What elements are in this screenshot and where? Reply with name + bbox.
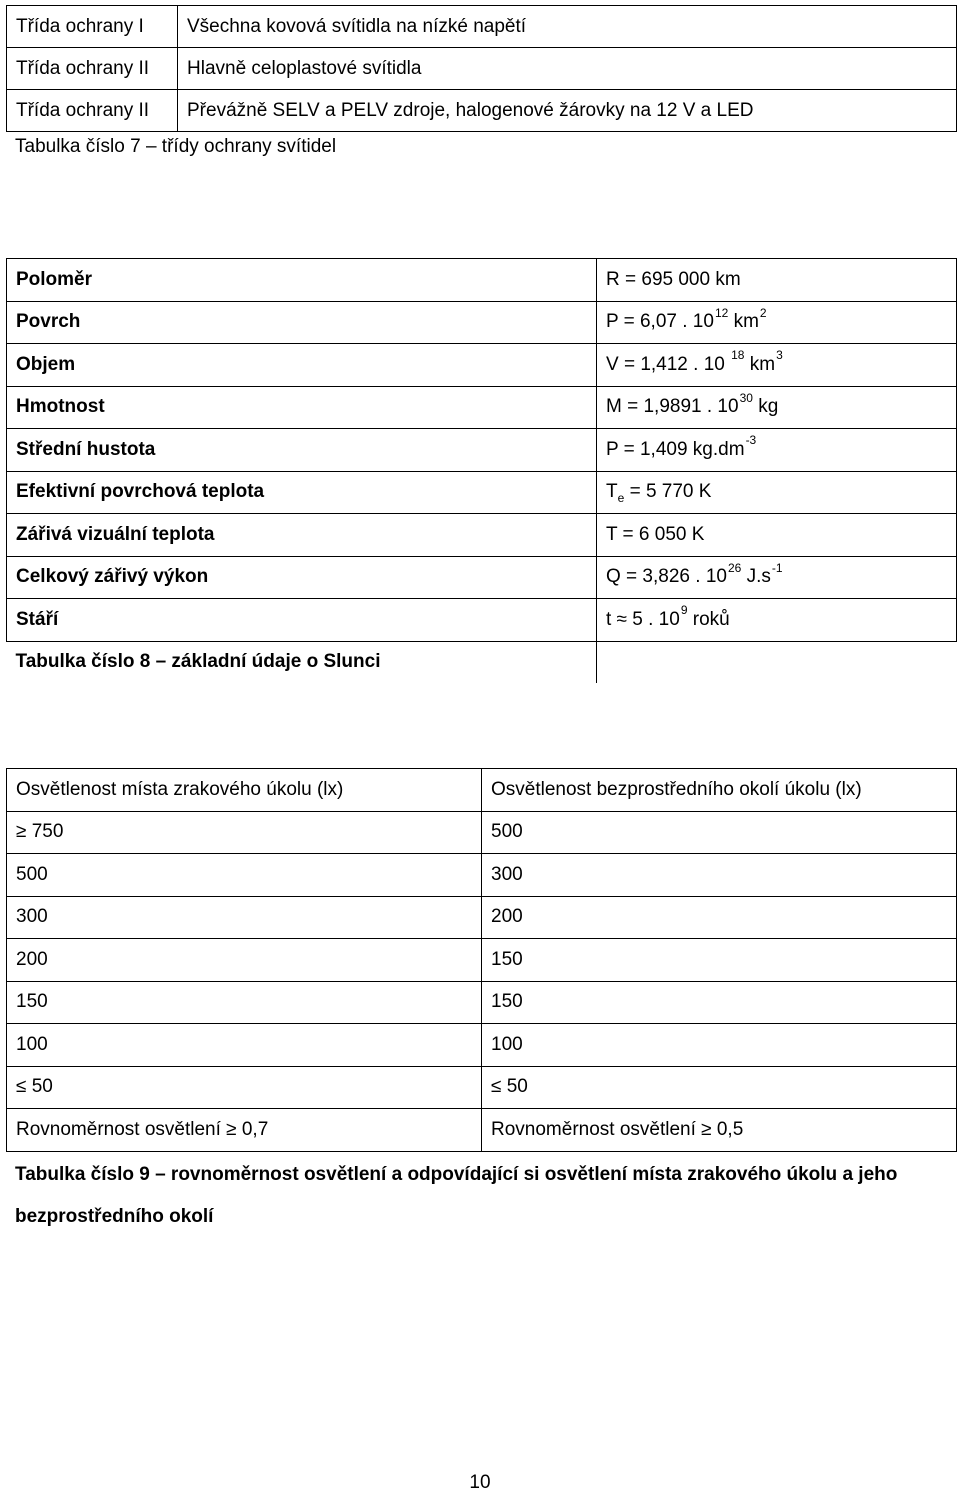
- table-cell: Rovnoměrnost osvětlení ≥ 0,7: [7, 1109, 482, 1152]
- exponent: 30: [739, 390, 753, 405]
- protection-desc-cell: Převážně SELV a PELV zdroje, halogenové žárovky na 12 V a LED: [178, 90, 957, 132]
- property-value: [597, 301, 957, 344]
- protection-desc-cell: Všechna kovová svítidla na nízké napětí: [178, 6, 957, 48]
- property-label: Objem: [7, 344, 597, 387]
- property-value: [597, 386, 957, 429]
- table-row: [7, 939, 957, 982]
- unit-exponent: 2: [759, 305, 767, 320]
- unit-text: km: [728, 311, 759, 333]
- protection-class-cell: Třída ochrany II: [7, 48, 178, 90]
- unit-text: J.s: [741, 566, 771, 588]
- page-number: 10: [469, 1472, 491, 1493]
- table-cell: 500: [482, 811, 957, 854]
- exponent: 12: [714, 305, 729, 320]
- table-row: [7, 259, 957, 302]
- table-cell: 150: [482, 981, 957, 1024]
- empty-cell: [597, 641, 957, 683]
- property-value: [597, 514, 957, 557]
- table-row: [7, 301, 957, 344]
- table-cell: 150: [482, 939, 957, 982]
- table-row: [7, 1024, 957, 1067]
- table-row: [7, 854, 957, 897]
- unit-exponent: 3: [776, 348, 783, 363]
- table-row: [7, 386, 957, 429]
- column-header: Osvětlenost místa zrakového úkolu (lx): [7, 769, 482, 812]
- table-cell: ≤ 50: [482, 1066, 957, 1109]
- table-row: [7, 556, 957, 599]
- property-value: [597, 344, 957, 387]
- unit-text: km: [744, 353, 776, 375]
- table-cell: ≥ 750: [7, 811, 482, 854]
- protection-desc-cell: Hlavně celoplastové svítidla: [178, 48, 957, 90]
- value-text: P = 1,409 kg.dm: [606, 438, 745, 460]
- table-9-caption: Tabulka číslo 9 – rovnoměrnost osvětlení a odpovídající si osvětlení místa zrakového úkolu a jeho bezprostředního okolí: [15, 1164, 898, 1227]
- table-row: [7, 599, 957, 642]
- property-label: Zářivá vizuální teplota: [7, 514, 597, 557]
- value-text: Q = 3,826 . 10: [606, 566, 727, 588]
- table-cell: 300: [482, 854, 957, 897]
- property-label: Hmotnost: [7, 386, 597, 429]
- table-row: [7, 514, 957, 557]
- table-cell: 300: [7, 896, 482, 939]
- table-row: [7, 344, 957, 387]
- property-value: [597, 599, 957, 642]
- exponent: 26: [727, 560, 742, 575]
- table-9-illuminance: [6, 768, 957, 1152]
- property-label: Celkový zářivý výkon: [7, 556, 597, 599]
- property-label: Stáří: [7, 599, 597, 642]
- table-row: [7, 1109, 957, 1152]
- unit-text: roků: [687, 608, 730, 630]
- property-label: Poloměr: [7, 259, 597, 302]
- exponent: 18: [731, 348, 745, 363]
- value-text: M = 1,9891 . 10: [606, 396, 739, 418]
- value-text: R = 695 000 km: [606, 268, 741, 290]
- unit-text: kg: [752, 396, 779, 418]
- caption-row: [7, 641, 957, 683]
- column-header: Osvětlenost bezprostředního okolí úkolu (lx): [482, 769, 957, 812]
- table-cell: 100: [7, 1024, 482, 1067]
- table-header-row: [7, 769, 957, 812]
- table-row: [7, 1066, 957, 1109]
- protection-class-cell: Třída ochrany I: [7, 6, 178, 48]
- table-row: [7, 90, 957, 132]
- table-cell: 150: [7, 981, 482, 1024]
- table-row: [7, 981, 957, 1024]
- table-cell: Rovnoměrnost osvětlení ≥ 0,5: [482, 1109, 957, 1152]
- protection-class-cell: Třída ochrany II: [7, 90, 178, 132]
- table-cell: 100: [482, 1024, 957, 1067]
- table-row: [7, 896, 957, 939]
- table-7-caption: Tabulka číslo 7 – třídy ochrany svítidel: [15, 136, 337, 157]
- table-cell: 500: [7, 854, 482, 897]
- value-text: T: [606, 481, 618, 503]
- table-row: [7, 429, 957, 472]
- value-text: T = 6 050 K: [606, 523, 705, 545]
- table-cell: 200: [7, 939, 482, 982]
- value-text: P = 6,07 . 10: [606, 311, 714, 333]
- table-cell: 200: [482, 896, 957, 939]
- table-8-sun-data: [6, 258, 957, 683]
- exponent: 9: [680, 603, 688, 618]
- property-value: [597, 259, 957, 302]
- table-row: [7, 6, 957, 48]
- table-row: [7, 811, 957, 854]
- value-text: V = 1,412 . 10: [606, 353, 731, 375]
- exponent: -3: [745, 433, 757, 448]
- subscript: e: [617, 491, 625, 506]
- unit-exponent: -1: [771, 560, 783, 575]
- value-text: t ≈ 5 . 10: [606, 608, 680, 630]
- table-7-protection-classes: [6, 5, 957, 132]
- property-label: Střední hustota: [7, 429, 597, 472]
- property-value: [597, 471, 957, 514]
- property-value: [597, 429, 957, 472]
- table-8-caption: Tabulka číslo 8 – základní údaje o Slunci: [7, 641, 597, 683]
- property-label: Efektivní povrchová teplota: [7, 471, 597, 514]
- property-value: [597, 556, 957, 599]
- table-row: [7, 48, 957, 90]
- unit-text: = 5 770 K: [624, 481, 712, 503]
- table-cell: ≤ 50: [7, 1066, 482, 1109]
- property-label: Povrch: [7, 301, 597, 344]
- table-row: [7, 471, 957, 514]
